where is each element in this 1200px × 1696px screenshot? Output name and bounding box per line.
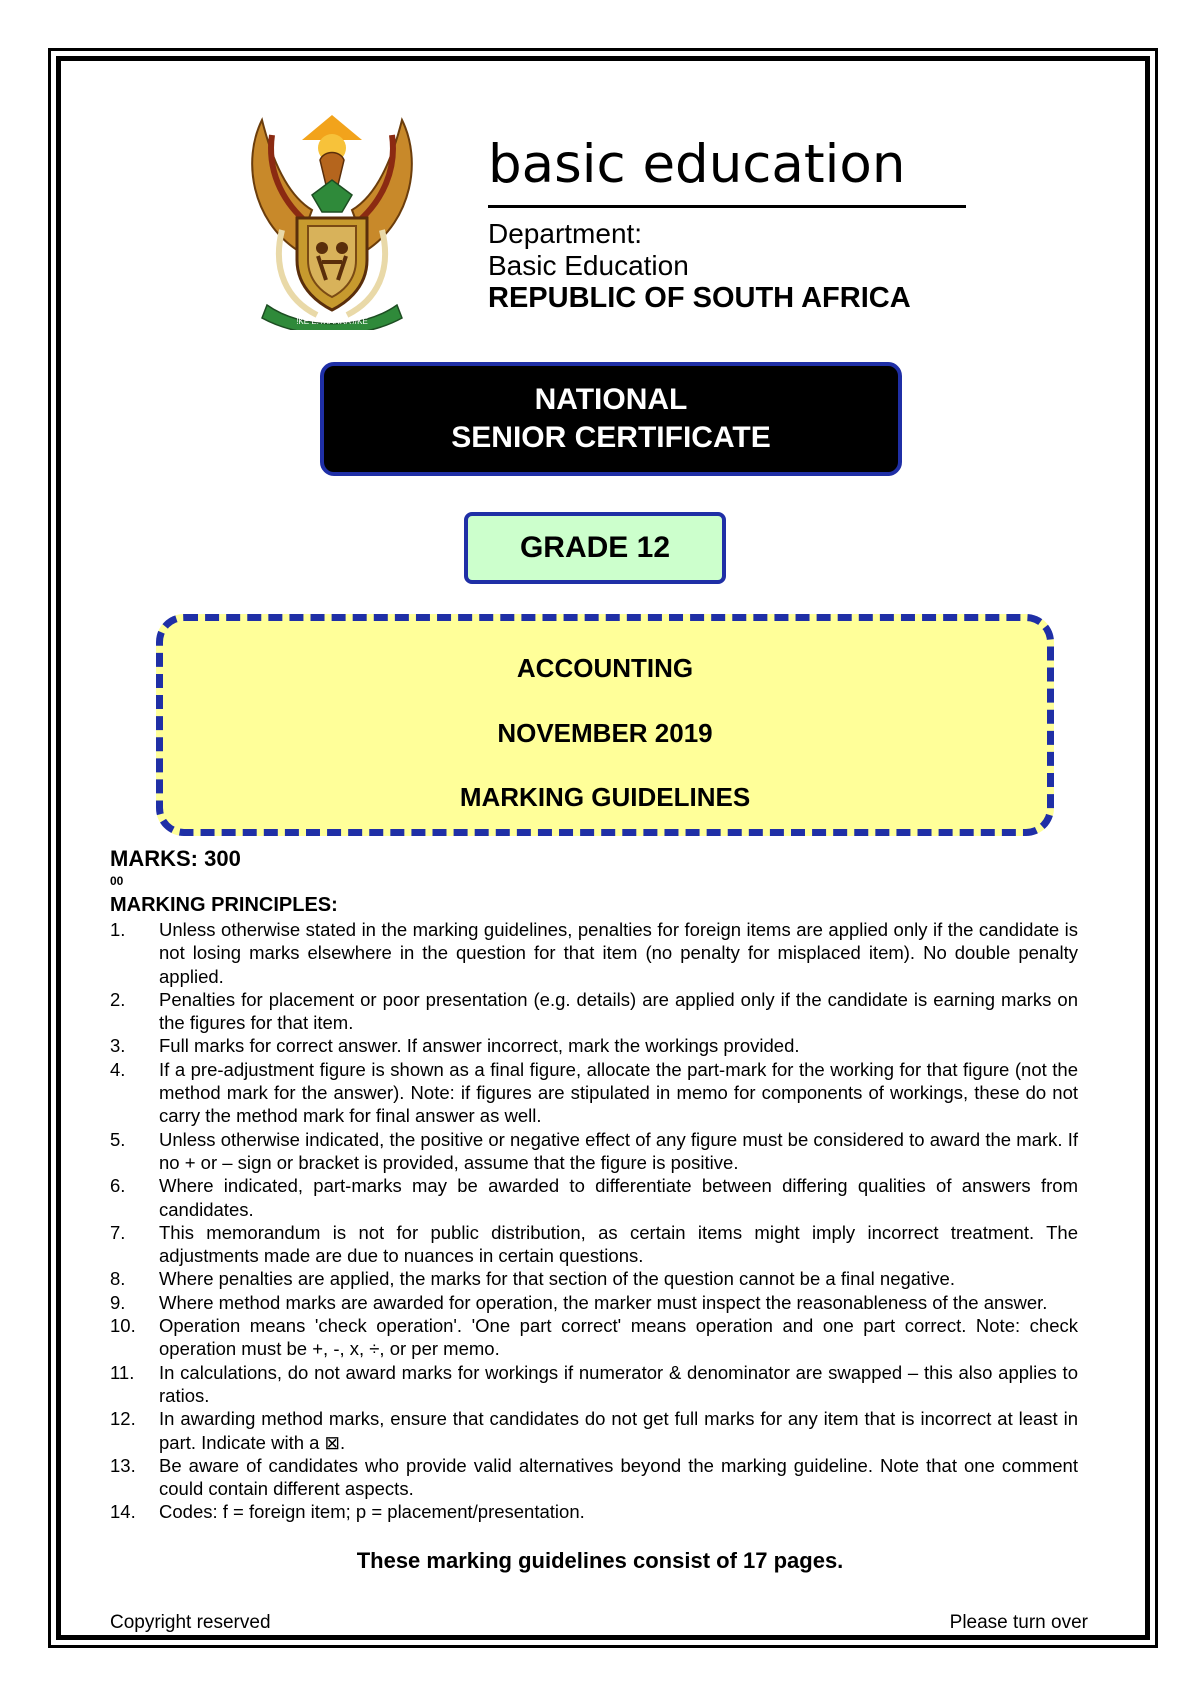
item-text: If a pre-adjustment figure is shown as a final figure, allocate the part-mark for the working for that figure (not the method mark for the answer). Note: if figures are stipulated in memo for components of workings, these do not carry the method mark for final answer as well.	[159, 1058, 1078, 1127]
list-item	[110, 1291, 1078, 1314]
item-number: 13.	[110, 1454, 136, 1476]
brand-title: basic education	[488, 134, 906, 195]
item-text: Unless otherwise stated in the marking guidelines, penalties for foreign items are applied only if the candidate is not losing marks elsewhere in the question for that item (no penalty for misplaced item). No double penalty applied.	[159, 919, 1078, 987]
item-number: 9.	[110, 1291, 126, 1313]
brand-divider	[488, 205, 966, 208]
item-text: Full marks for correct answer. If answer incorrect, mark the workings provided.	[159, 1035, 800, 1057]
certificate-line2: SENIOR CERTIFICATE	[451, 421, 771, 454]
list-item	[110, 1174, 1078, 1221]
page-count-note: These marking guidelines consist of 17 pages.	[356, 1548, 844, 1573]
principles-heading: MARKING PRINCIPLES:	[110, 894, 338, 916]
principles-list	[110, 918, 1078, 1524]
turn-over-text: Please turn over	[949, 1612, 1088, 1633]
item-number: 12.	[110, 1408, 136, 1430]
certificate-line1: NATIONAL	[534, 383, 688, 416]
department-label: Department:	[488, 218, 643, 249]
item-text: In awarding method marks, ensure that candidates do not get full marks for any item that is incorrect at least in part. Indicate with a ⊠.	[159, 1408, 1078, 1453]
grade-badge: GRADE 12	[464, 512, 726, 584]
item-text: In calculations, do not award marks for workings if numerator & denominator are swapped – this also applies to ratios.	[159, 1361, 1078, 1406]
list-item	[110, 918, 1078, 988]
item-text: Where indicated, part-marks may be awarded to differentiate between differing qualities of answers from candidates.	[159, 1175, 1078, 1220]
list-item	[110, 1221, 1078, 1268]
list-item	[110, 1034, 1078, 1057]
list-item	[110, 1454, 1078, 1501]
country-name: REPUBLIC OF SOUTH AFRICA	[488, 282, 911, 314]
list-item	[110, 988, 1078, 1035]
item-number: 10.	[110, 1315, 136, 1337]
item-text: Where method marks are awarded for operation, the marker must inspect the reasonableness of the answer.	[159, 1291, 1048, 1313]
list-item	[110, 1058, 1078, 1128]
document-type: MARKING GUIDELINES	[459, 782, 751, 812]
list-item	[110, 1407, 1078, 1454]
list-item	[110, 1500, 1078, 1523]
list-item	[110, 1128, 1078, 1175]
item-number: 6.	[110, 1175, 126, 1197]
item-number: 7.	[110, 1221, 126, 1243]
item-text: This memorandum is not for public distribution, as certain items might imply incorrect treatment. The adjustments made are due to nuances in certain questions.	[159, 1221, 1078, 1267]
subject-name: ACCOUNTING	[516, 653, 694, 683]
list-item	[110, 1267, 1078, 1290]
department-name: Basic Education	[488, 250, 689, 281]
subject-panel	[156, 614, 1054, 836]
item-text: Unless otherwise indicated, the positive or negative effect of any figure must be considered to award the mark. If no + or – sign or bracket is provided, assume that the figure is positive.	[159, 1128, 1078, 1173]
item-number: 3.	[110, 1035, 126, 1057]
motto-text: !KE E: /XARRA //KE	[296, 317, 368, 326]
marks-subtext: 00	[110, 874, 124, 888]
list-item	[110, 1361, 1078, 1408]
item-text: Be aware of candidates who provide valid alternatives beyond the marking guideline. Note that one comment could contain different aspects.	[159, 1454, 1078, 1500]
total-marks: MARKS: 300	[110, 846, 241, 871]
item-number: 1.	[110, 919, 126, 940]
item-number: 4.	[110, 1058, 126, 1080]
item-text: Operation means 'check operation'. 'One part correct' means operation and one part correct. Note: check operation must be +, -, x, ÷, or per memo.	[159, 1315, 1078, 1360]
item-number: 2.	[110, 988, 126, 1010]
item-number: 14.	[110, 1501, 136, 1523]
item-number: 8.	[110, 1268, 126, 1290]
item-text: Codes: f = foreign item; p = placement/presentation.	[159, 1501, 585, 1523]
coat-of-arms-logo	[242, 100, 422, 330]
item-text: Penalties for placement or poor presentation (e.g. details) are applied only if the candidate is earning marks on the figures for that item.	[159, 988, 1078, 1034]
copyright-text: Copyright reserved	[110, 1612, 271, 1633]
exam-session: NOVEMBER 2019	[497, 718, 713, 748]
certificate-banner	[320, 362, 902, 476]
item-number: 11.	[110, 1361, 135, 1383]
item-text: Where penalties are applied, the marks for that section of the question cannot be a final negative.	[159, 1268, 955, 1290]
item-number: 5.	[110, 1128, 126, 1150]
list-item	[110, 1314, 1078, 1361]
